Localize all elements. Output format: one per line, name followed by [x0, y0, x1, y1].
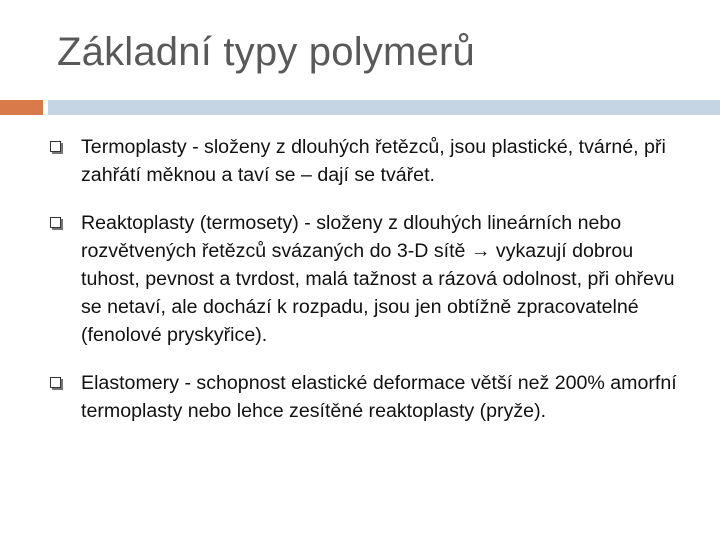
bullet-item — [50, 209, 690, 349]
slide-title: Základní typy polymerů — [57, 30, 475, 74]
bullet-text: Termoplasty - složeny z dlouhých řetězců, jsou plastické, tvárné, při zahřátí měknou a taví se – dají se tvářet. — [81, 136, 666, 186]
square-bullet-icon — [50, 377, 61, 388]
square-bullet-icon — [50, 217, 61, 228]
title-divider-bar — [48, 100, 720, 115]
bullet-list — [50, 133, 690, 425]
bullet-item — [50, 133, 690, 189]
bullet-item — [50, 369, 690, 425]
bullet-text: Elastomery - schopnost elastické deformace větší než 200% amorfní termoplasty nebo lehce zesítěné reaktoplasty (pryže). — [81, 372, 677, 422]
square-bullet-icon — [50, 141, 61, 152]
title-accent-bar — [0, 100, 43, 115]
bullet-text: Reaktoplasty (termosety) - složeny z dlouhých lineárních nebo rozvětvených řetězců svázaných do 3-D sítě → vykazují dobrou tuhost, pevnost a tvrdost, malá tažnost a rázová odolnost, při ohřevu se netaví, ale dochází k rozpadu, jsou jen obtížně zpracovatelné (fenolové pryskyřice). — [81, 212, 675, 346]
